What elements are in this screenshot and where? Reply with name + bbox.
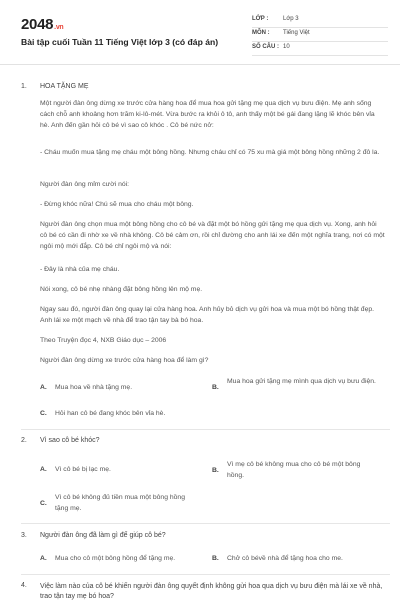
passage-paragraph: - Cháu muốn mua tặng mẹ cháu một bông hồng. Nhưng cháu chỉ có 75 xu mà giá một bông hồng những 2 đô la. bbox=[40, 149, 380, 156]
meta-label: LỚP : bbox=[252, 16, 269, 22]
option-text: Mua cho cô một bông hồng để tặng mẹ. bbox=[55, 555, 176, 562]
question-text: Vì sao cô bé khóc? bbox=[40, 437, 100, 444]
document-title: Bài tập cuối Tuần 11 Tiếng Việt lớp 3 (có đáp án) bbox=[21, 37, 219, 47]
option-letter: C. bbox=[40, 500, 47, 507]
option-letter: B. bbox=[212, 384, 219, 391]
meta-row-class bbox=[252, 14, 388, 28]
site-logo[interactable] bbox=[21, 16, 63, 33]
option-text: Mua hoa về nhà tặng mẹ. bbox=[55, 384, 133, 391]
logo-suffix: .vn bbox=[54, 24, 64, 31]
option-text: Vì cô bé không đủ tiền mua một bông hồng tặng mẹ. bbox=[55, 494, 185, 512]
meta-value: Lớp 3 bbox=[283, 16, 299, 22]
passage-paragraph: Người đàn ông mỉm cười nói: bbox=[40, 181, 130, 188]
meta-label: SỐ CÂU : bbox=[252, 44, 279, 50]
passage-source: Theo Truyện đọc 4, NXB Giáo dục – 2006 bbox=[40, 337, 167, 344]
question-number: 3. bbox=[21, 532, 27, 539]
question-number: 4. bbox=[21, 582, 27, 589]
meta-label: MÔN : bbox=[252, 30, 270, 36]
option-text: Mua hoa gửi tặng mẹ mình qua dịch vụ bưu điện. bbox=[227, 378, 376, 385]
option-text: Vì cô bé bị lạc mẹ. bbox=[55, 466, 111, 473]
document-meta bbox=[252, 14, 388, 56]
question-divider bbox=[21, 429, 390, 430]
option-letter: B. bbox=[212, 555, 219, 562]
option-text: Hỏi han cô bé đang khóc bên vỉa hè. bbox=[55, 410, 166, 417]
logo-text: 2048 bbox=[21, 16, 54, 33]
option-text: Chở cô bévề nhà để tặng hoa cho me. bbox=[227, 555, 343, 562]
option-letter: A. bbox=[40, 384, 47, 391]
meta-value: 10 bbox=[283, 44, 290, 50]
passage-paragraph: - Đừng khóc nữa! Chú sẽ mua cho cháu một bông. bbox=[40, 201, 194, 208]
passage-paragraph: Người đàn ông chọn mua một bông hồng cho cô bé và đặt một bó hồng gửi tặng mẹ qua dịch vụ. Xong, anh hỏi cô bé có cần đi nhờ xe về nhà không. Cô bé cảm ơn, rồi chỉ đường cho anh lái xe đến một nghĩa trang, nơi có một ngôi mộ mới đắp. Cô bé chỉ ngôi mộ và nói: bbox=[40, 221, 385, 250]
option-letter: A. bbox=[40, 555, 47, 562]
option-text: Vì mẹ cô bé không mua cho cô bé một bông hồng. bbox=[227, 461, 361, 479]
question-text: Người đàn ông đã làm gì để giúp cô bé? bbox=[40, 532, 166, 539]
meta-row-subject bbox=[252, 28, 388, 42]
question-number: 2. bbox=[21, 437, 27, 444]
question-1-prompt: Người đàn ông dừng xe trước cửa hàng hoa để làm gì? bbox=[40, 357, 209, 364]
question-divider bbox=[21, 574, 390, 575]
passage-paragraph: Một người đàn ông dừng xe trước cửa hàng hoa để mua hoa gửi tặng mẹ qua dịch vụ bưu điện. Mẹ anh sống cách chỗ anh khoảng hơn trăm ki-lô-mét. Vừa bước ra khỏi ô tô, anh thấy một bé gái đang lặng lẽ khóc bên vỉa hè. Anh đến gần hỏi cô bé vì sao cô khóc . Cô bé nức nở: bbox=[40, 100, 375, 129]
option-letter: B. bbox=[212, 467, 219, 474]
option-letter: C. bbox=[40, 410, 47, 417]
meta-row-question-count bbox=[252, 42, 388, 56]
question-text: Việc làm nào của cô bé khiến người đàn ông quyết định không gửi hoa qua dịch vụ bưu điện mà lái xe về nhà, trao tận tay mẹ bó hoa? bbox=[40, 583, 383, 600]
passage-title: HOA TẶNG MẸ bbox=[40, 83, 89, 90]
question-divider bbox=[21, 523, 390, 524]
passage-paragraph: - Đây là nhà của mẹ cháu. bbox=[40, 266, 120, 273]
document-header bbox=[0, 0, 400, 65]
meta-value: Tiếng Việt bbox=[283, 30, 310, 36]
passage-paragraph: Nói xong, cô bé nhẹ nhàng đặt bông hồng lên mộ mẹ. bbox=[40, 286, 203, 293]
question-number: 1. bbox=[21, 83, 27, 90]
option-letter: A. bbox=[40, 466, 47, 473]
passage-paragraph: Ngay sau đó, người đàn ông quay lại cửa hàng hoa. Anh hủy bỏ dịch vụ gửi hoa và mua một bó hồng thật đẹp. Anh lái xe một mạch về nhà để trao tận tay bà bó hoa. bbox=[40, 306, 375, 324]
